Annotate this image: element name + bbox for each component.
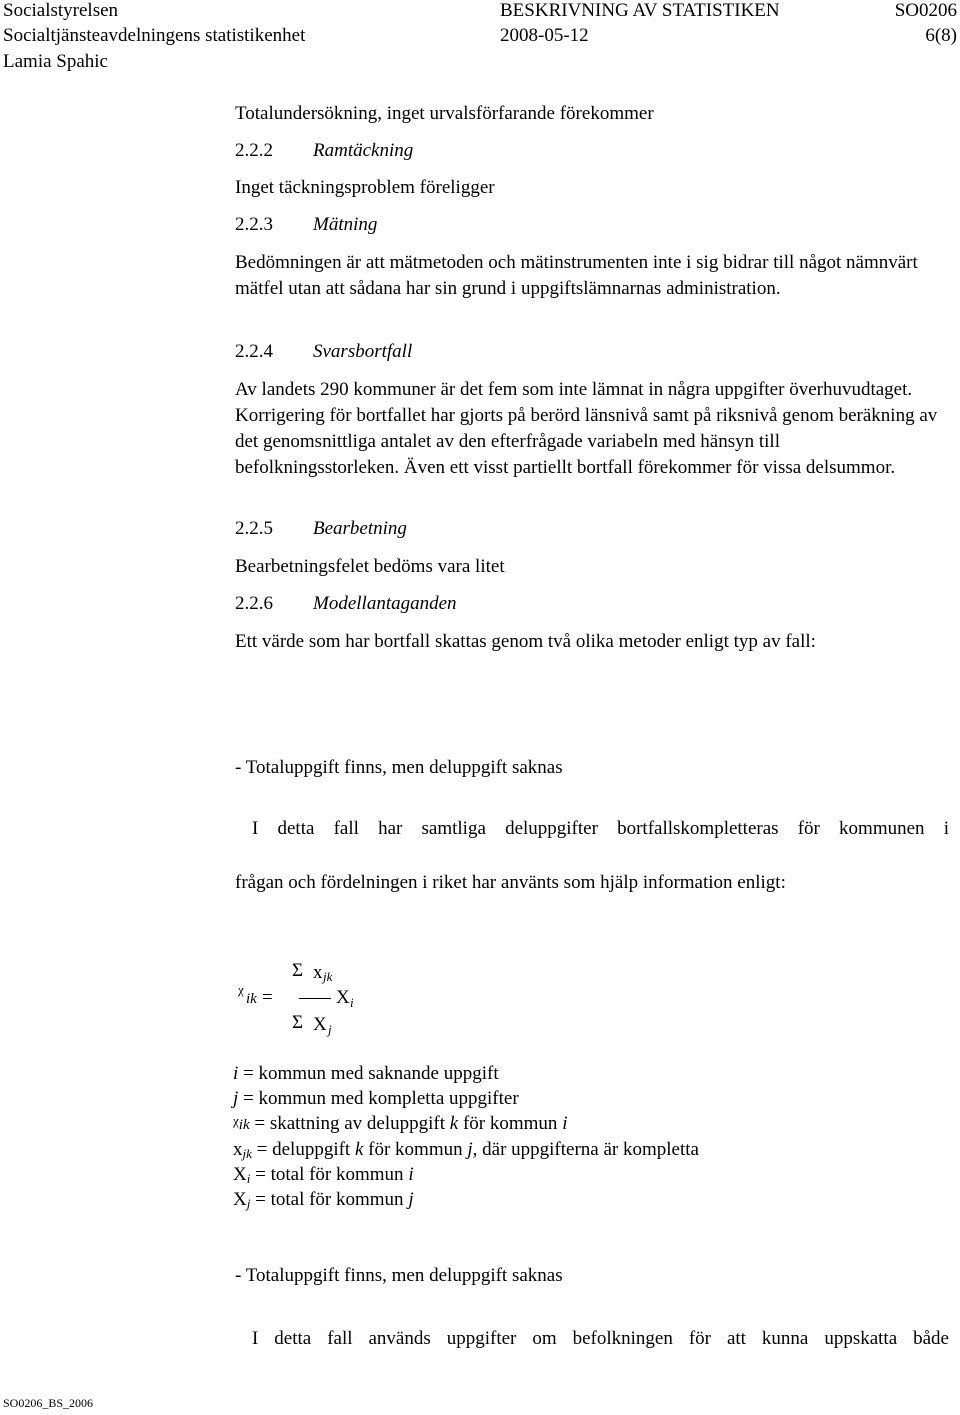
section-text: Ett värde som har bortfall skattas genom två olika metoder enligt typ av fall: <box>235 631 816 652</box>
definition-j: j = kommun med kompletta uppgifter <box>233 1088 519 1109</box>
formula-lhs-sub: ik <box>246 991 257 1007</box>
header-author: Lamia Spahic <box>3 51 108 72</box>
header-unit: Socialtjänsteavdelningens statistikenhet <box>3 25 306 46</box>
definition-i: i = kommun med saknande uppgift <box>233 1063 499 1084</box>
section-number: 2.2.5 <box>235 518 273 539</box>
section-title: Modellantaganden <box>313 593 457 614</box>
formula-mult-sub: i <box>350 995 354 1010</box>
formula-sigma-num: Σ <box>292 960 304 981</box>
section-text: Av landets 290 kommuner är det fem som inte lämnat in några uppgifter överhuvudtaget. Korrigering för bortfallet har gjorts på berörd länsnivå samt på riksnivå genom beräkning av det genomsnittliga antalet av den efterfrågade variabeln med hänsyn till befolkningsstorleken. Även ett visst partiellt bortfall förekommer för vissa delsummor. <box>235 379 938 478</box>
header-code: SO0206 <box>894 0 957 21</box>
formula-den-var: X <box>313 1014 327 1035</box>
section-title: Ramtäckning <box>313 140 414 161</box>
section-title: Mätning <box>313 214 378 235</box>
case-text-line: I detta fall används uppgifter om befolkningen för att kunna uppskatta både <box>252 1328 949 1349</box>
formula-mult-var: X <box>336 987 350 1008</box>
case-heading: - Totaluppgift finns, men deluppgift saknas <box>235 757 563 778</box>
footer-code: SO0206_BS_2006 <box>3 1396 94 1410</box>
section-number: 2.2.4 <box>235 341 273 362</box>
fraction-line <box>299 998 331 999</box>
section-title: Bearbetning <box>313 518 407 539</box>
definition-Xj: $X_j$ = total för kommun j <box>233 1189 414 1211</box>
formula-num-sub: jk <box>323 969 333 984</box>
definition-xjk: $x_{jk}$ = deluppgift k för kommun j, där uppgifterna är kompletta <box>233 1139 699 1161</box>
section-title: Svarsbortfall <box>313 341 413 362</box>
section-text: Bedömningen är att mätmetoden och mätinstrumenten inte i sig bidrar till något nämnvärt mätfel utan att sådana har sin grund i uppgiftslämnarnas administration. <box>235 252 918 299</box>
formula-num-var: x <box>313 962 323 983</box>
case-heading: - Totaluppgift finns, men deluppgift saknas <box>235 1265 563 1286</box>
header-org: Socialstyrelsen <box>3 0 119 21</box>
header-date: 2008-05-12 <box>500 25 589 46</box>
intro-text: Totalundersökning, inget urvalsförfarande förekommer <box>235 103 654 124</box>
section-number: 2.2.3 <box>235 214 273 235</box>
formula-den-sub: j <box>328 1022 332 1037</box>
formula-equals: = <box>262 987 273 1008</box>
formula-sigma-den: Σ <box>292 1012 304 1033</box>
definition-Xi: $X_i$ = total för kommun i <box>233 1164 414 1186</box>
header-doc-type: BESKRIVNING AV STATISTIKEN <box>500 0 780 21</box>
section-text: Bearbetningsfelet bedöms vara litet <box>235 556 505 577</box>
case-text-line: I detta fall har samtliga deluppgifter bortfallskompletteras för kommunen i <box>252 818 949 839</box>
header-page: 6(8) <box>925 25 957 46</box>
section-text: Inget täckningsproblem föreligger <box>235 177 495 198</box>
section-number: 2.2.6 <box>235 593 273 614</box>
case-text-line: frågan och fördelningen i riket har använts som hjälp information enligt: <box>235 872 786 893</box>
formula-chi: χ <box>238 982 244 997</box>
section-number: 2.2.2 <box>235 140 273 161</box>
definition-chi: $^\chi$ik = skattning av deluppgift k för kommun i <box>233 1113 568 1134</box>
